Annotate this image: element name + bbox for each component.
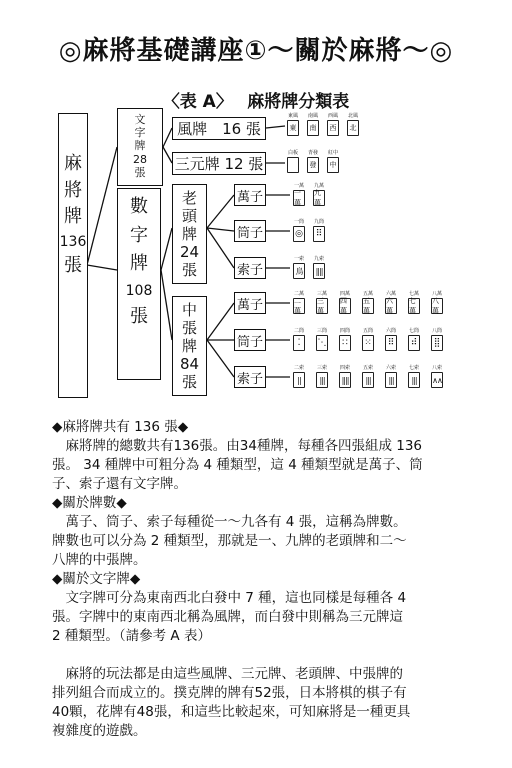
tile-face-icon: ⠿ [385, 335, 397, 351]
tile-caption: 四筒 [339, 328, 350, 334]
mahjong-tile [315, 291, 329, 314]
word-tiles-box [117, 108, 163, 186]
tile-face-icon: |||| [313, 263, 325, 279]
tile-caption: 六索 [385, 365, 396, 371]
tile-caption: 七萬 [408, 291, 419, 297]
tile-face-icon: 四萬 [339, 298, 351, 314]
table-caption: 〈表 A〉 麻將牌分類表 [162, 92, 350, 112]
mahjong-tile [312, 256, 326, 279]
word-tiles-char: 字 [134, 126, 146, 140]
terminal-char: 牌 [181, 225, 197, 243]
mahjong-tile [361, 328, 375, 351]
tile-face-icon: |||| [339, 372, 351, 388]
tile-face-icon: 鳥 [293, 263, 305, 279]
tile-face-icon: ||| [385, 372, 397, 388]
word-tiles-count: 28 [133, 152, 147, 166]
mahjong-tile [338, 365, 352, 388]
simple-char: 牌 [181, 337, 197, 355]
paragraph-line: 萬子、筒子、索子每種從一〜九各有 4 張，這稱為牌數。 [52, 514, 407, 530]
wind-tile-group [286, 113, 360, 136]
tile-caption: 四萬 [339, 291, 350, 297]
terminal-man-tile-group [292, 183, 326, 206]
terminal-pin-tile-group [292, 219, 326, 242]
tile-face-icon: 五萬 [362, 298, 374, 314]
root-count: 136 [59, 234, 87, 251]
tile-face-icon: 二萬 [293, 298, 305, 314]
tile-caption: 六筒 [385, 328, 396, 334]
mahjong-tile [306, 150, 320, 173]
paragraph-line: 2 種類型。（請參考 A 表） [52, 628, 211, 644]
tile-caption: 三索 [316, 365, 327, 371]
mahjong-tile [384, 291, 398, 314]
tile-caption: 一萬 [293, 183, 304, 189]
tile-face-icon: 六萬 [385, 298, 397, 314]
mahjong-tile [315, 365, 329, 388]
tile-caption: 七索 [408, 365, 419, 371]
paragraph-line: 張。字牌中的東南西北稱為風牌，而白發中則稱為三元牌這 [52, 609, 403, 625]
mahjong-tile [292, 365, 306, 388]
tile-caption: 五筒 [362, 328, 373, 334]
tile-caption: 二萬 [293, 291, 304, 297]
mahjong-tile [338, 291, 352, 314]
mahjong-tile [286, 150, 300, 173]
mahjong-tile [292, 219, 306, 242]
terminal-char: 張 [181, 261, 197, 279]
mahjong-tile [292, 183, 306, 206]
simple-char: 張 [181, 373, 197, 391]
root-char: 張 [64, 255, 82, 277]
section-heading: ◆關於文字牌◆ [52, 571, 141, 587]
root-char: 將 [64, 179, 82, 201]
tile-face-icon: 中 [327, 157, 339, 173]
paragraph-line: 麻將牌的總數共有136張。由34種牌，每種各四張組成 136 [52, 438, 423, 454]
paragraph-spacer [52, 646, 492, 665]
mahjong-tile [384, 365, 398, 388]
paragraph-line: 複雜度的遊戲。 [52, 723, 147, 739]
tile-face-icon [287, 157, 299, 173]
simple-sou-tile-group [292, 365, 444, 388]
section-heading: ◆麻將牌共有 136 張◆ [52, 419, 189, 435]
tile-face-icon: 七萬 [408, 298, 420, 314]
article-body [52, 418, 492, 741]
mahjong-tile [346, 113, 360, 136]
tile-face-icon: 一萬 [293, 190, 305, 206]
section-heading: ◆關於牌數◆ [52, 495, 127, 511]
word-tiles-char: 張 [134, 165, 146, 179]
terminal-tiles-box [172, 184, 207, 284]
paragraph-line: 子、索子還有文字牌。 [52, 476, 187, 492]
tile-caption: 一索 [293, 256, 304, 262]
tile-face-icon: ⣿ [431, 335, 443, 351]
tile-face-icon: ||| [316, 372, 328, 388]
mahjong-tile [430, 291, 444, 314]
paragraph-line: 文字牌可分為東南西北白發中 7 種，這也同樣是每種各 4 [52, 590, 407, 606]
tile-caption: 南風 [307, 113, 318, 119]
tile-face-icon: ⋱ [316, 335, 328, 351]
mahjong-tile [361, 291, 375, 314]
mahjong-tile [361, 365, 375, 388]
tile-caption: 八索 [431, 365, 442, 371]
terminal-man-box: 萬子 [234, 184, 266, 206]
tile-caption: 九萬 [313, 183, 324, 189]
root-char: 麻 [64, 153, 82, 174]
terminal-count: 24 [179, 243, 200, 261]
word-tiles-char: 文 [134, 113, 146, 126]
mahjong-tile [292, 328, 306, 351]
simple-pin-tile-group [292, 328, 444, 351]
terminal-char: 頭 [181, 207, 197, 225]
simple-char: 中 [181, 301, 197, 319]
number-tiles-box [117, 188, 161, 380]
tile-caption: 九索 [313, 256, 324, 262]
tile-caption: 四索 [339, 365, 350, 371]
mahjong-tile [407, 365, 421, 388]
tile-caption: 三筒 [316, 328, 327, 334]
tile-face-icon: 三萬 [316, 298, 328, 314]
tile-face-icon: ⁚ [293, 335, 305, 351]
mahjong-tile [292, 291, 306, 314]
tile-face-icon: || [293, 372, 305, 388]
tile-caption: 一筒 [293, 219, 304, 225]
tile-face-icon: ∷ [339, 335, 351, 351]
page-title: ◎麻將基礎講座①〜關於麻將〜◎ [58, 36, 454, 66]
dragon-tiles-box: 三元牌 12 張 [172, 152, 266, 175]
root-char: 牌 [64, 206, 82, 228]
tile-face-icon: 北 [347, 120, 359, 136]
root-box [58, 113, 88, 398]
number-tiles-char: 字 [130, 224, 148, 246]
mahjong-tile [326, 150, 340, 173]
tile-caption: 九筒 [313, 219, 324, 225]
paragraph-line: 40顆，花牌有48張，和這些比較起來，可知麻將是一種更具 [52, 704, 411, 720]
number-tiles-char: 牌 [130, 253, 148, 275]
paragraph-line: 張。 34 種牌中可粗分為 4 種類型，這 4 種類型就是萬子、筒 [52, 457, 423, 473]
tile-face-icon: 西 [327, 120, 339, 136]
paragraph-line: 八牌的中張牌。 [52, 552, 147, 568]
tile-face-icon: 發 [307, 157, 319, 173]
mahjong-tile [312, 183, 326, 206]
tile-face-icon: ⁙ [362, 335, 374, 351]
wind-tiles-box: 風牌 16 張 [172, 117, 266, 140]
tile-caption: 八萬 [431, 291, 442, 297]
dragon-tile-group [286, 150, 340, 173]
word-tiles-char: 牌 [134, 139, 146, 153]
terminal-sou-tile-group [292, 256, 326, 279]
tile-caption: 三萬 [316, 291, 327, 297]
tile-face-icon: ⠿ [313, 226, 325, 242]
simple-sou-box: 索子 [234, 366, 266, 388]
tile-caption: 七筒 [408, 328, 419, 334]
simple-man-box: 萬子 [234, 292, 266, 314]
mahjong-tile [306, 113, 320, 136]
mahjong-tile [384, 328, 398, 351]
simple-char: 張 [181, 319, 197, 337]
mahjong-tile [407, 328, 421, 351]
number-tiles-char: 數 [130, 196, 148, 217]
tile-face-icon: ∧∧ [431, 372, 443, 388]
terminal-pin-box: 筒子 [234, 220, 266, 242]
tile-face-icon: 東 [287, 120, 299, 136]
tile-caption: 二筒 [293, 328, 304, 334]
tile-face-icon: ⠾ [408, 335, 420, 351]
mahjong-tile [292, 256, 306, 279]
number-tiles-count: 108 [125, 283, 153, 300]
tile-face-icon: ||| [362, 372, 374, 388]
tile-face-icon: ◎ [293, 226, 305, 242]
paragraph-line: 牌數也可以分為 2 種類型，那就是一、九牌的老頭牌和二〜 [52, 533, 407, 549]
simple-count: 84 [179, 355, 200, 373]
tile-caption: 八筒 [431, 328, 442, 334]
tile-face-icon: ||| [408, 372, 420, 388]
tile-caption: 西風 [327, 113, 338, 119]
tile-caption: 紅中 [327, 150, 338, 156]
tile-caption: 五索 [362, 365, 373, 371]
tile-face-icon: 八萬 [431, 298, 443, 314]
mahjong-tile [407, 291, 421, 314]
mahjong-tile [338, 328, 352, 351]
tile-caption: 東風 [287, 113, 298, 119]
simple-tiles-box [172, 296, 207, 396]
tile-caption: 青發 [307, 150, 318, 156]
mahjong-tile [315, 328, 329, 351]
mahjong-tile [430, 328, 444, 351]
tile-caption: 六萬 [385, 291, 396, 297]
tile-caption: 白板 [287, 150, 298, 156]
mahjong-tile [430, 365, 444, 388]
terminal-sou-box: 索子 [234, 257, 266, 279]
mahjong-tile [312, 219, 326, 242]
tile-caption: 二索 [293, 365, 304, 371]
terminal-char: 老 [181, 189, 197, 207]
simple-man-tile-group [292, 291, 444, 314]
paragraph-line: 排列組合而成立的。撲克牌的牌有52張，日本將棋的棋子有 [52, 685, 407, 701]
mahjong-tile [326, 113, 340, 136]
tile-caption: 北風 [347, 113, 358, 119]
mahjong-tile [286, 113, 300, 136]
simple-pin-box: 筒子 [234, 329, 266, 351]
paragraph-line: 麻將的玩法都是由這些風牌、三元牌、老頭牌、中張牌的 [52, 666, 403, 682]
tile-face-icon: 南 [307, 120, 319, 136]
number-tiles-char: 張 [130, 306, 148, 328]
tile-face-icon: 九萬 [313, 190, 325, 206]
tile-caption: 五萬 [362, 291, 373, 297]
